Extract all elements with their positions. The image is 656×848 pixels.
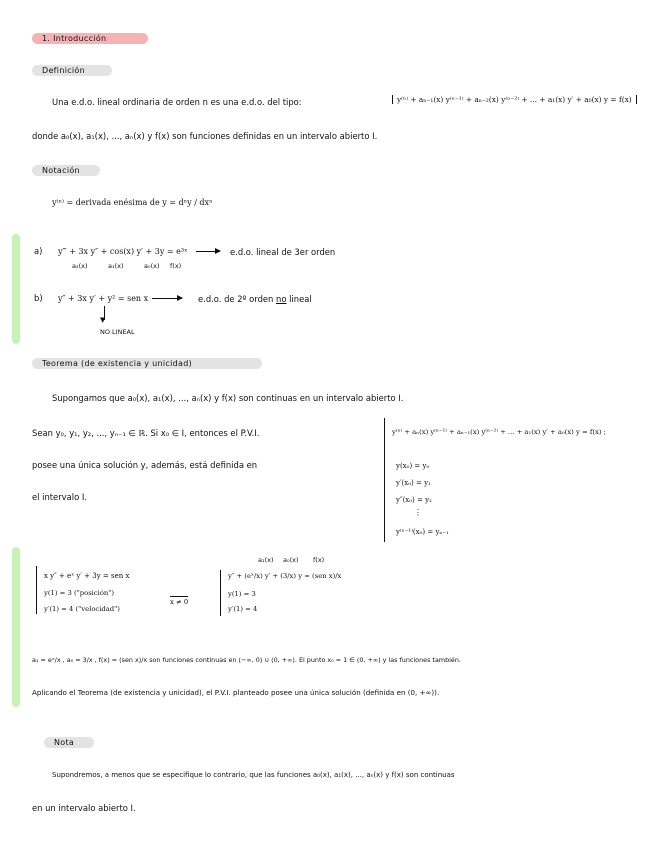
ejemplo2-left-c2: y′(1) = 4 ("velocidad") [44,605,120,613]
definicion-formula [392,95,637,104]
ejemplo-a-result: e.d.o. lineal de 3er orden [230,247,336,257]
section-title: 1. Introducción [32,33,148,44]
ejemplo-b-result [198,294,312,304]
teorema-system-eq: y⁽ⁿ⁾ + aₙ(x) y⁽ⁿ⁻¹⁾ + aₙ₋₁(x) y⁽ⁿ⁻²⁾ + ... + a₁(x) y′ + a₀(x) y = f(x) ; [392,428,606,436]
ejemplo-b-result-end: lineal [289,294,312,304]
teorema-system-dots: ⋮ [414,508,422,517]
ejemplo2-right-eq: y″ + (eˣ/x) y′ + (3/x) y = (sen x)/x [228,572,342,580]
ejemplo-b-prefix: b) [34,293,43,303]
ejemplo2-right-bar [220,570,221,616]
ejemplo-b-result-text: e.d.o. de 2º orden [198,294,274,304]
teorema-system-brace [384,418,385,542]
ejemplo-a-prefix: a) [34,246,43,256]
highlight-bar-examples-2 [12,547,20,707]
ejemplo-a-label-a2: a₂(x) [72,262,88,270]
ejemplo-a-formula: y‴ + 3x y″ + cos(x) y′ + 3y = e³ˣ [58,247,188,256]
ejemplo-b-down-arrow-head: ▼ [100,316,106,324]
definicion-text: Una e.d.o. lineal ordinaria de orden n es una e.d.o. del tipo: [52,97,302,107]
teorema-p4: el intervalo I. [32,492,87,502]
ejemplo2-label-a0: a₀(x) [283,556,299,564]
ejemplo-b-arrow [152,298,182,299]
teorema-system-c2: y′(x₀) = y₁ [396,479,431,487]
ejemplo2-left-brace [36,566,37,614]
definicion-label: Definición [32,65,112,76]
highlight-bar-examples-1 [12,234,20,344]
teorema-system-c3: y″(x₀) = y₂ [396,496,432,504]
ejemplo2-label-f: f(x) [313,556,325,564]
notacion-label: Notación [32,165,100,176]
ejemplo-a-arrow [196,251,220,252]
ejemplo2-right-c1: y(1) = 3 [228,590,256,598]
ejemplo2-line2: Aplicando el Teorema (de existencia y unicidad), el P.V.I. planteado posee una única solución (definida en (0, +∞)). [32,688,440,697]
teorema-p2: Sean y₀, y₁, y₂, ..., yₙ₋₁ ∈ ℝ. Si x₀ ∈ I, entonces el P.V.I. [32,428,260,438]
ejemplo-a-label-f: f(x) [170,262,182,270]
teorema-p1: Supongamos que a₀(x), a₁(x), ..., aₙ(x) y f(x) son continuas en un intervalo abierto I. [52,393,404,403]
ejemplo-b-result-no: no [276,294,287,304]
teorema-system-cn: y⁽ⁿ⁻¹⁾(x₀) = yₙ₋₁ [396,528,449,536]
ejemplo2-line1: a₁ = eˣ/x , a₀ = 3/x , f(x) = (sen x)/x son funciones continuas en (−∞, 0) ∪ (0, +∞). El punto x₀ = 1 ∈ (0, +∞) y las funciones también. [32,656,461,664]
ejemplo2-right-c2: y′(1) = 4 [228,605,258,613]
ejemplo-b-note: NO LINEAL [100,328,135,336]
teorema-p3: posee una única solución y, además, está definida en [32,460,258,470]
notacion-text: y⁽ⁿ⁾ = derivada enésima de y = dⁿy / dxⁿ [52,198,213,207]
teorema-system-c1: y(x₀) = y₀ [396,462,430,470]
nota-line2: en un intervalo abierto I. [32,803,136,813]
ejemplo-b-formula: y″ + 3x y′ + y² = sen x [58,294,149,303]
definicion-formula-text: y⁽ⁿ⁾ + aₙ₋₁(x) y⁽ⁿ⁻¹⁾ + aₙ₋₂(x) y⁽ⁿ⁻²⁾ + ... + a₁(x) y′ + a₀(x) y = f(x) [397,95,632,104]
nota-label: Nota [44,737,94,748]
ejemplo2-left-c1: y(1) = 3 ("posición") [44,589,115,597]
definicion-donde: donde a₀(x), a₁(x), ..., aₙ(x) y f(x) son funciones definidas en un intervalo abierto I. [32,131,378,141]
ejemplo-a-label-a0: a₀(x) [144,262,160,270]
ejemplo-a-label-a1: a₁(x) [108,262,124,270]
ejemplo2-label-a1: a₁(x) [258,556,274,564]
teorema-label: Teorema (de existencia y unicidad) [32,358,262,369]
ejemplo2-left-eq: x y″ + eˣ y′ + 3y = sen x [44,572,130,580]
nota-line1: Supondremos, a menos que se especifique lo contrario, que las funciones a₀(x), a₁(x), ..., aₙ(x) y f(x) son continuas [52,771,455,779]
ejemplo2-op: x ≠ 0 [170,598,189,606]
